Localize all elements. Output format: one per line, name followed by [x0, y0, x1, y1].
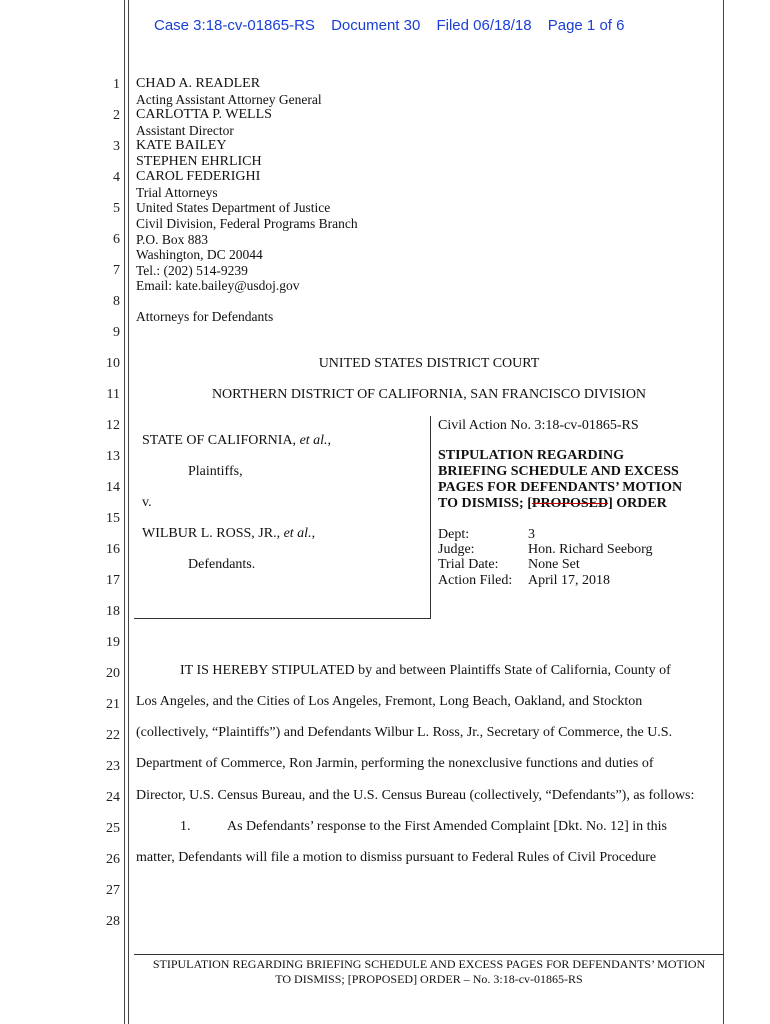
right-margin-rule [723, 0, 724, 1024]
defendant-comma: , [311, 526, 316, 541]
page-indicator: Page 1 of 6 [547, 17, 625, 34]
line-number: 16 [106, 542, 120, 557]
line-number: 25 [106, 821, 120, 836]
counsel-line: Assistant Director [136, 123, 234, 138]
defendants-label: Defendants. [188, 557, 256, 572]
body-line: IT IS HEREBY STIPULATED by and between Plaintiffs State of California, County of [180, 663, 671, 678]
line-number: 18 [106, 604, 120, 619]
line-number: 20 [106, 666, 120, 681]
field-value: 3 [528, 527, 535, 542]
defendant-name [142, 526, 315, 542]
defendant-etal: et al. [283, 526, 312, 541]
line-number: 11 [106, 387, 120, 402]
counsel-line: Trial Attorneys [136, 185, 218, 200]
footer-line: TO DISMISS; [PROPOSED] ORDER – No. 3:18-cv-01865-RS [275, 972, 583, 986]
line-number: 7 [113, 263, 120, 278]
field-value: April 17, 2018 [528, 573, 611, 588]
line-number: 23 [106, 759, 120, 774]
document-title-line: BRIEFING SCHEDULE AND EXCESS [438, 464, 679, 479]
versus: v. [142, 495, 152, 510]
plaintiff-text: STATE OF CALIFORNIA, [142, 433, 300, 448]
page-footer [134, 957, 724, 987]
field-label: Action Filed: [438, 573, 513, 588]
title-text: ] ORDER [608, 496, 667, 511]
counsel-line: KATE BAILEY [136, 138, 227, 153]
line-number: 10 [106, 356, 120, 371]
field-value: None Set [528, 557, 580, 572]
title-text: TO DISMISS; [ [438, 496, 532, 511]
field-label: Judge: [438, 542, 475, 557]
left-margin-rule-outer [124, 0, 125, 1024]
plaintiff-etal: et al., [299, 433, 332, 448]
line-number: 12 [106, 418, 120, 433]
counsel-line: Tel.: (202) 514-9239 [136, 263, 248, 278]
line-number: 26 [106, 852, 120, 867]
line-number: 14 [106, 480, 120, 495]
document-title-line: PAGES FOR DEFENDANTS’ MOTION [438, 480, 683, 495]
counsel-line: United States Department of Justice [136, 200, 331, 215]
attorneys-for-label: Attorneys for Defendants [136, 309, 274, 324]
civil-action-number: Civil Action No. 3:18-cv-01865-RS [438, 418, 639, 433]
line-number: 5 [113, 201, 120, 216]
counsel-line: CHAD A. READLER [136, 76, 261, 91]
field-label: Dept: [438, 527, 470, 542]
plaintiffs-label: Plaintiffs, [188, 464, 243, 479]
field-value: Hon. Richard Seeborg [528, 542, 653, 557]
line-number: 27 [106, 883, 120, 898]
body-line: Los Angeles, and the Cities of Los Angeles, Fremont, Long Beach, Oakland, and Stockton [136, 694, 643, 709]
counsel-line: Acting Assistant Attorney General [136, 92, 322, 107]
ecf-header [154, 17, 636, 34]
court-name: UNITED STATES DISTRICT COURT [318, 356, 540, 371]
line-number: 19 [106, 635, 120, 650]
document-title-line [438, 496, 667, 512]
counsel-line: Civil Division, Federal Programs Branch [136, 216, 358, 231]
court-division: NORTHERN DISTRICT OF CALIFORNIA, SAN FRANCISCO DIVISION [211, 387, 647, 402]
counsel-line: STEPHEN EHRLICH [136, 154, 262, 169]
document-title-line: STIPULATION REGARDING [438, 448, 625, 463]
footer-rule [134, 954, 724, 955]
line-number: 6 [113, 232, 120, 247]
counsel-line: CARLOTTA P. WELLS [136, 107, 272, 122]
counsel-line: CAROL FEDERIGHI [136, 169, 261, 184]
struck-proposed: PROPOSED [531, 496, 609, 511]
line-number: 24 [106, 790, 120, 805]
body-line: (collectively, “Plaintiffs”) and Defendants Wilbur L. Ross, Jr., Secretary of Commerce, the U.S. [136, 725, 673, 740]
line-number: 15 [106, 511, 120, 526]
line-number: 1 [113, 77, 120, 92]
line-number: 28 [106, 914, 120, 929]
footer-line: STIPULATION REGARDING BRIEFING SCHEDULE AND EXCESS PAGES FOR DEFENDANTS’ MOTION [152, 957, 706, 971]
line-number: 17 [106, 573, 120, 588]
counsel-line: P.O. Box 883 [136, 232, 209, 247]
line-number: 2 [113, 108, 120, 123]
caption-divider-vertical [430, 416, 431, 618]
document-number: Document 30 [331, 17, 421, 34]
body-line: matter, Defendants will file a motion to dismiss pursuant to Federal Rules of Civil Procedure [136, 850, 657, 865]
paragraph-number: 1. [180, 819, 191, 834]
line-number: 3 [113, 139, 120, 154]
body-line: Director, U.S. Census Bureau, and the U.S. Census Bureau (collectively, “Defendants”), as follows: [136, 788, 695, 803]
line-number: 22 [106, 728, 120, 743]
body-line: As Defendants’ response to the First Amended Complaint [Dkt. No. 12] in this [227, 819, 667, 834]
line-number: 9 [113, 325, 120, 340]
case-number: Case 3:18-cv-01865-RS [154, 17, 315, 34]
line-number: 4 [113, 170, 120, 185]
caption-divider-horizontal [134, 618, 431, 619]
line-number: 21 [106, 697, 120, 712]
filed-date: Filed 06/18/18 [436, 17, 532, 34]
plaintiff-name [142, 433, 331, 449]
counsel-line: Washington, DC 20044 [136, 247, 263, 262]
defendant-text: WILBUR L. ROSS, JR., [142, 526, 284, 541]
body-line: Department of Commerce, Ron Jarmin, performing the nonexclusive functions and duties of [136, 756, 654, 771]
left-margin-rule-inner [128, 0, 129, 1024]
counsel-email: Email: kate.bailey@usdoj.gov [136, 278, 300, 293]
field-label: Trial Date: [438, 557, 499, 572]
line-number: 13 [106, 449, 120, 464]
line-number: 8 [113, 294, 120, 309]
